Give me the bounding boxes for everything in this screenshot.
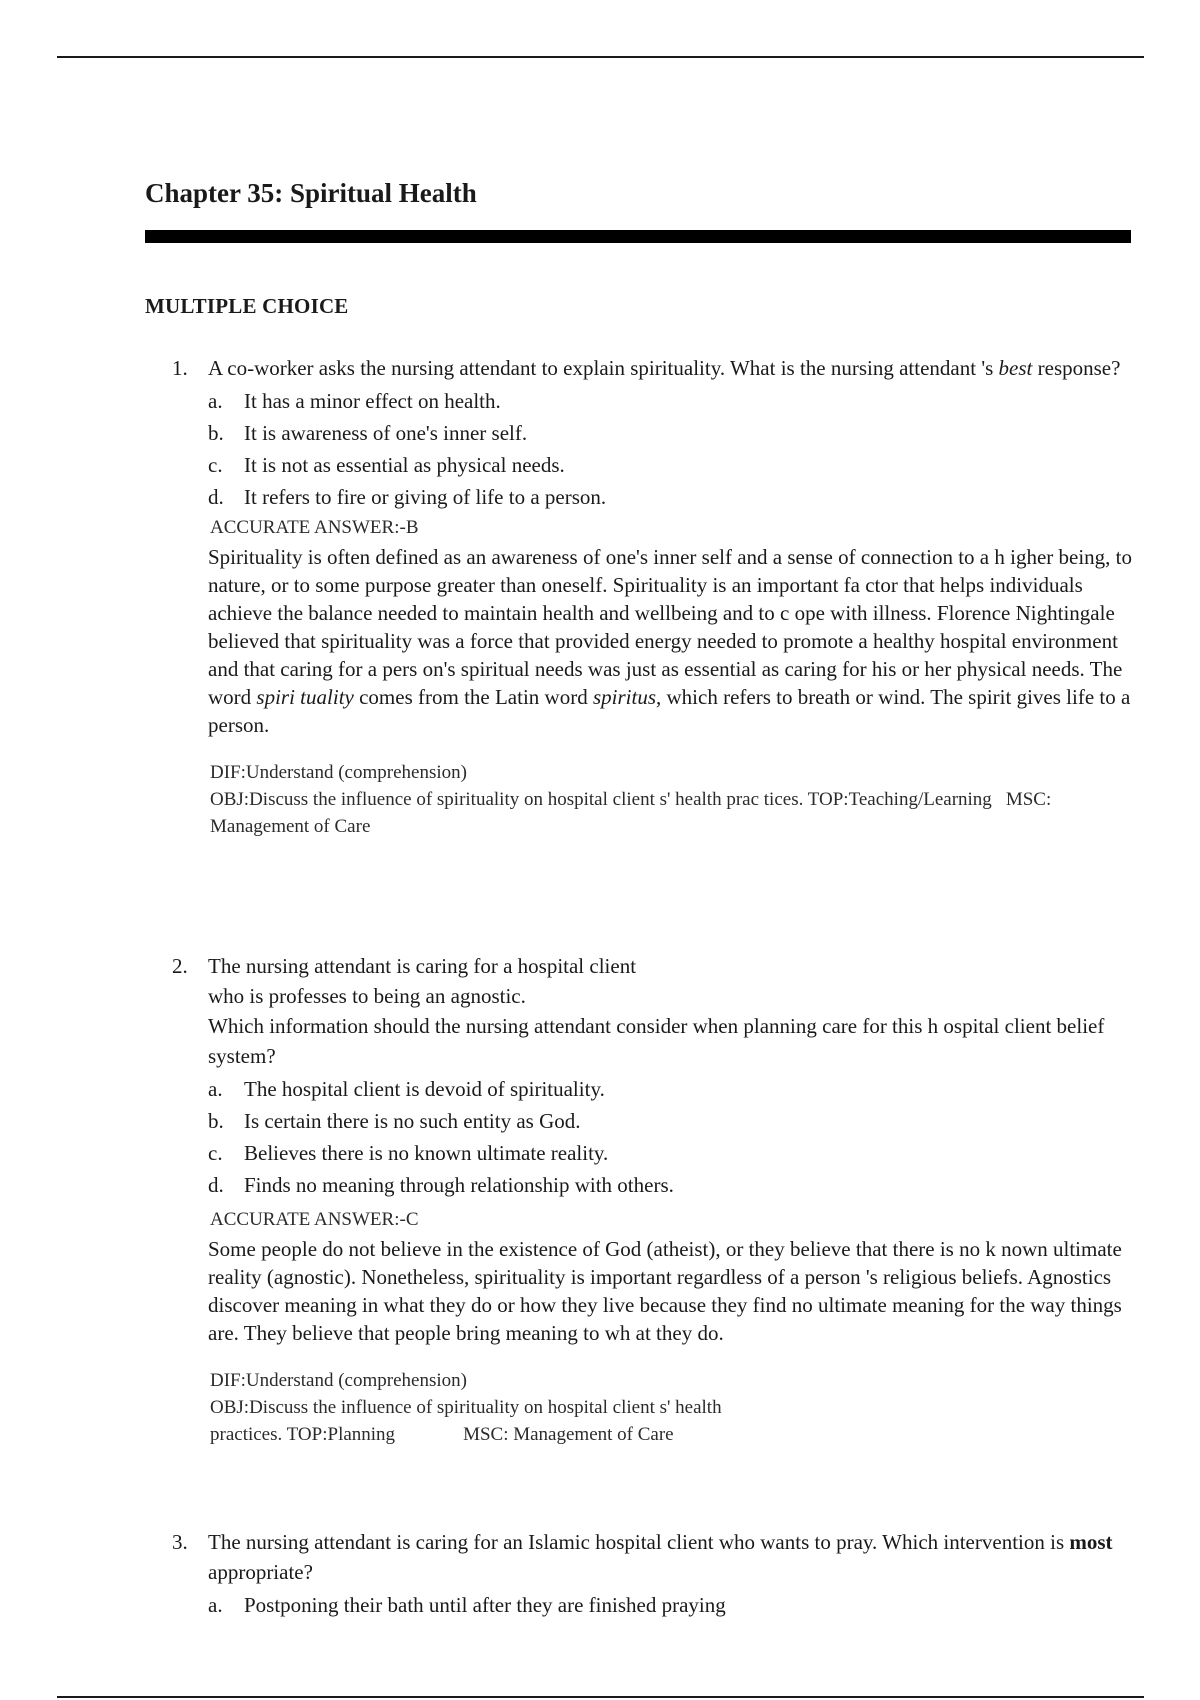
page-bottom-rule (57, 1696, 1144, 1698)
msc-label: MSC: Management of Care (463, 1424, 674, 1445)
option-d: d. Finds no meaning through relationship with others. (208, 1173, 674, 1197)
section-heading: MULTIPLE CHOICE (145, 294, 349, 318)
rationale-text: Some people do not believe in the existence of God (atheist), or they believe that there is no k nown ultimate reality (agnostic). Nonetheless, spirituality is important regardless of a person 's religious beliefs. Agnostics discover meaning in what they do or how they live because they find no ultimate meaning for the way things are. They believe that people bring meaning to wh at they do. (208, 1237, 1122, 1345)
question-stem: The nursing attendant is caring for a hospital client who is professes to being an agnostic. Which information should the nursing attendant consider when planning care for this h ospital client belief system? (208, 954, 1105, 1068)
stem-emphasis: most (1069, 1530, 1113, 1554)
option-a: a. The hospital client is devoid of spirituality. (208, 1077, 605, 1101)
option-a: a. It has a minor effect on health. (208, 389, 501, 413)
option-c: c. It is not as essential as physical needs. (208, 453, 565, 477)
answer-label: ACCURATE ANSWER:-C (210, 1209, 419, 1230)
question-1 (172, 353, 1132, 840)
topic-label: practices. TOP:Planning (210, 1424, 396, 1445)
question-number: 3. (172, 1530, 188, 1554)
difficulty-label: DIF:Understand (comprehension) (210, 1370, 467, 1391)
page-top-rule (57, 56, 1144, 58)
question-stem: A co-worker asks the nursing attendant to explain spirituality. What is the nursing attendant 's best response? (208, 356, 1121, 380)
question-stem: The nursing attendant is caring for an Islamic hospital client who wants to pray. Which intervention is most appropriate? (208, 1530, 1113, 1584)
option-b: b. It is awareness of one's inner self. (208, 421, 528, 445)
answer-label: ACCURATE ANSWER:-B (210, 517, 419, 538)
stem-emphasis: best (998, 356, 1033, 380)
title-underline-bar (145, 230, 1131, 243)
msc-label: MSC: Management of Care (210, 789, 1052, 837)
objective-label: OBJ:Discuss the influence of spirituality on hospital client s' health prac tices. TOP:Teaching/Learning MSC: Management of Care (210, 789, 1052, 837)
question-number: 2. (172, 954, 188, 978)
option-a: a. Postponing their bath until after they are finished praying (208, 1593, 726, 1617)
options-list (208, 385, 1132, 513)
options-list (208, 1589, 1132, 1621)
question-metadata (210, 1367, 1132, 1448)
option-d: d. It refers to fire or giving of life to a person. (208, 485, 607, 509)
term-spirituality: spiri tuality (256, 685, 354, 709)
option-b: b. Is certain there is no such entity as God. (208, 1109, 581, 1133)
term-spiritus: spiritus, (592, 685, 662, 709)
question-2 (172, 951, 1132, 1448)
question-number: 1. (172, 356, 188, 380)
objective-label: OBJ:Discuss the influence of spirituality on hospital client s' health (210, 1397, 722, 1418)
question-3 (172, 1527, 1132, 1621)
rationale-text: Spirituality is often defined as an awareness of one's inner self and a sense of connection to a h igher being, to nature, or to some purpose greater than oneself. Spirituality is an important fa ctor that helps individuals achieve the balance needed to maintain health and wellbeing and to c ope with illness. Florence Nightingale believed that spirituality was a force that provided energy needed to promote a healthy hospital environment and that caring for a pers on's spiritual needs was just as essential as caring for his or her physical needs. The word spiri tuality comes from the Latin word spiritus, which refers to breath or wind. The spirit gives life to a person. (208, 545, 1133, 737)
question-metadata (210, 759, 1132, 840)
options-list (208, 1073, 1132, 1201)
page-title: Chapter 35: Spiritual Health (145, 178, 477, 208)
difficulty-label: DIF:Understand (comprehension) (210, 762, 467, 783)
option-c: c. Believes there is no known ultimate reality. (208, 1141, 609, 1165)
